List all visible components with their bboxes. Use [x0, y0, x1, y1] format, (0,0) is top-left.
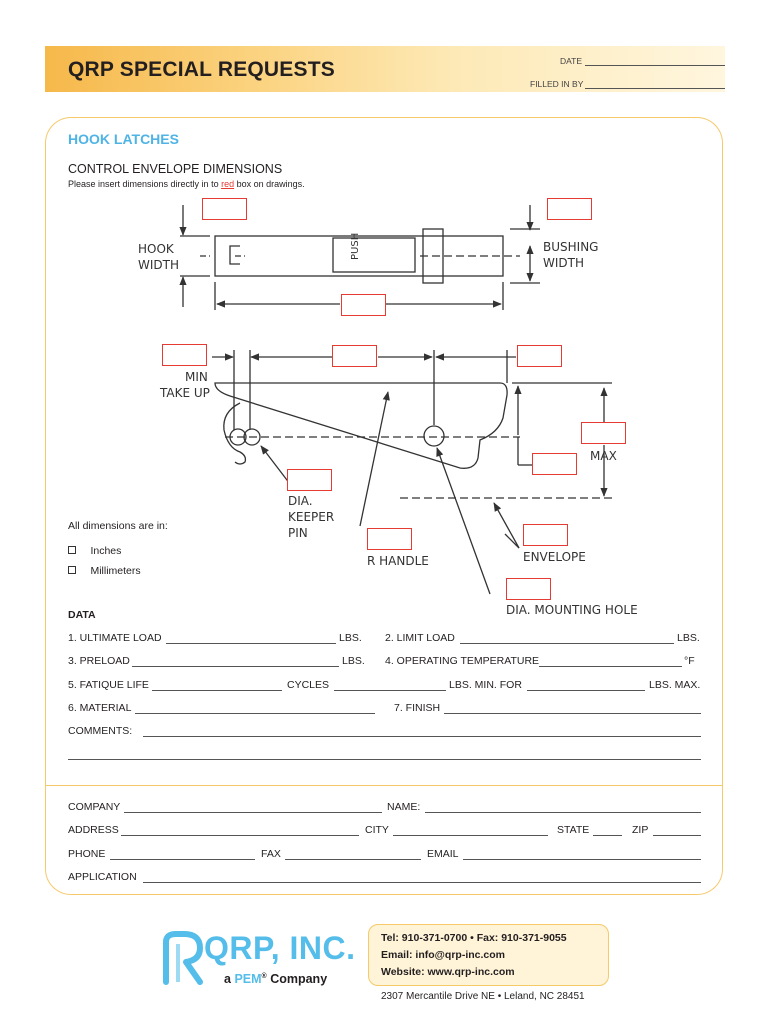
application-label: APPLICATION — [68, 871, 137, 883]
ultimate-load-unit: LBS. — [339, 632, 362, 644]
comments-field-1[interactable] — [143, 736, 701, 737]
finish-label: 7. FINISH — [394, 702, 441, 714]
inches-label: Inches — [90, 545, 122, 557]
name-field[interactable] — [425, 812, 701, 813]
millimeters-label: Millimeters — [90, 565, 141, 577]
state-label: STATE — [557, 824, 590, 836]
section-title: HOOK LATCHES — [68, 131, 179, 147]
limit-load-unit: LBS. — [677, 632, 700, 644]
zip-label: ZIP — [632, 824, 649, 836]
hook-width-box[interactable] — [202, 198, 247, 220]
city-field[interactable] — [393, 835, 548, 836]
material-field[interactable] — [135, 713, 375, 714]
latch-body-side — [215, 383, 507, 468]
email-label: EMAIL — [427, 848, 459, 860]
preload-label: 3. PRELOAD — [68, 655, 130, 667]
take-up-label: TAKE UP — [160, 386, 210, 400]
millimeters-checkbox[interactable] — [68, 566, 76, 574]
website-text[interactable]: Website: www.qrp-inc.com — [381, 966, 515, 978]
limit-load-field[interactable] — [460, 643, 674, 644]
cycles-label: CYCLES — [287, 679, 330, 691]
inches-checkbox[interactable] — [68, 546, 76, 554]
zip-field[interactable] — [653, 835, 701, 836]
limit-load-label: 2. LIMIT LOAD — [385, 632, 455, 644]
phone-label: PHONE — [68, 848, 106, 860]
units-label: All dimensions are in: — [68, 520, 168, 532]
min-load-field[interactable] — [334, 690, 446, 691]
date-label: DATE — [560, 56, 583, 66]
inches-option[interactable] — [68, 541, 121, 559]
keeper-pin-dia-box[interactable] — [287, 469, 332, 491]
operating-temp-label: 4. OPERATING TEMPERATURE — [385, 655, 540, 667]
max-load-field[interactable] — [527, 690, 645, 691]
max-label: MAX — [590, 449, 617, 463]
finish-field[interactable] — [444, 713, 701, 714]
hook-label-2: WIDTH — [138, 258, 179, 272]
data-title: DATA — [68, 609, 96, 621]
company-label: COMPANY — [68, 801, 121, 813]
preload-unit: LBS. — [342, 655, 365, 667]
fax-field[interactable] — [285, 859, 421, 860]
qrp-logo-icon — [160, 930, 204, 990]
name-label: NAME: — [387, 801, 421, 813]
length-box[interactable] — [341, 294, 386, 316]
fatique-life-field[interactable] — [152, 690, 282, 691]
pin-label: PIN — [288, 526, 308, 540]
comments-label: COMMENTS: — [68, 725, 133, 737]
millimeters-option[interactable] — [68, 561, 141, 579]
city-label: CITY — [365, 824, 389, 836]
address-field[interactable] — [121, 835, 359, 836]
mounting-hole-box[interactable] — [506, 578, 551, 600]
state-field[interactable] — [593, 835, 622, 836]
street-address: 2307 Mercantile Drive NE • Leland, NC 28451 — [381, 991, 585, 1002]
hole-height-box[interactable] — [532, 453, 577, 475]
filled-in-by-label: FILLED IN BY — [530, 79, 584, 89]
contact-panel — [45, 785, 723, 895]
operating-temp-field[interactable] — [539, 666, 682, 667]
min-label: MIN — [185, 370, 208, 384]
section-subtitle: CONTROL ENVELOPE DIMENSIONS — [68, 162, 283, 176]
material-label: 6. MATERIAL — [68, 702, 132, 714]
preload-field[interactable] — [132, 666, 339, 667]
tel-fax-text: Tel: 910-371-0700 • Fax: 910-371-9055 — [381, 932, 567, 944]
bushing-label-2: WIDTH — [543, 256, 584, 270]
application-field[interactable] — [143, 882, 701, 883]
lbs-min-for-label: LBS. MIN. FOR — [449, 679, 522, 691]
lbs-max-label: LBS. MAX. — [649, 679, 701, 691]
fatique-life-label: 5. FATIQUE LIFE — [68, 679, 149, 691]
envelope-box[interactable] — [523, 524, 568, 546]
email-text[interactable]: Email: info@qrp-inc.com — [381, 949, 505, 961]
panel-divider — [45, 785, 723, 786]
ultimate-load-field[interactable] — [166, 643, 336, 644]
fax-label: FAX — [261, 848, 281, 860]
keeper-label: KEEPER — [288, 510, 335, 524]
r-handle-box[interactable] — [367, 528, 412, 550]
dia-label: DIA. — [288, 494, 313, 508]
comments-field-2[interactable] — [68, 759, 701, 760]
min-take-up-box[interactable] — [162, 344, 207, 366]
phone-field[interactable] — [110, 859, 255, 860]
mounting-hole-label: DIA. MOUNTING HOLE — [506, 603, 638, 617]
instructions: Please insert dimensions directly in to red box on drawings. — [68, 179, 305, 189]
operating-temp-unit: °F — [684, 655, 695, 667]
hook-label-1: HOOK — [138, 242, 174, 256]
bushing-label-1: BUSHING — [543, 240, 599, 254]
company-logo-text: QRP, INC. — [204, 930, 356, 966]
hole-to-end-box[interactable] — [517, 345, 562, 367]
pin-to-hole-box[interactable] — [332, 345, 377, 367]
ultimate-load-label: 1. ULTIMATE LOAD — [68, 632, 162, 644]
page-title: QRP SPECIAL REQUESTS — [68, 58, 335, 81]
company-field[interactable] — [124, 812, 382, 813]
address-label: ADDRESS — [68, 824, 119, 836]
envelope-label: ENVELOPE — [523, 550, 586, 564]
bushing-width-box[interactable] — [547, 198, 592, 220]
email-field[interactable] — [463, 859, 701, 860]
company-tagline: a PEM® Company — [224, 972, 328, 986]
push-label: PUSH — [350, 232, 361, 260]
r-handle-label: R HANDLE — [367, 554, 429, 568]
max-box[interactable] — [581, 422, 626, 444]
